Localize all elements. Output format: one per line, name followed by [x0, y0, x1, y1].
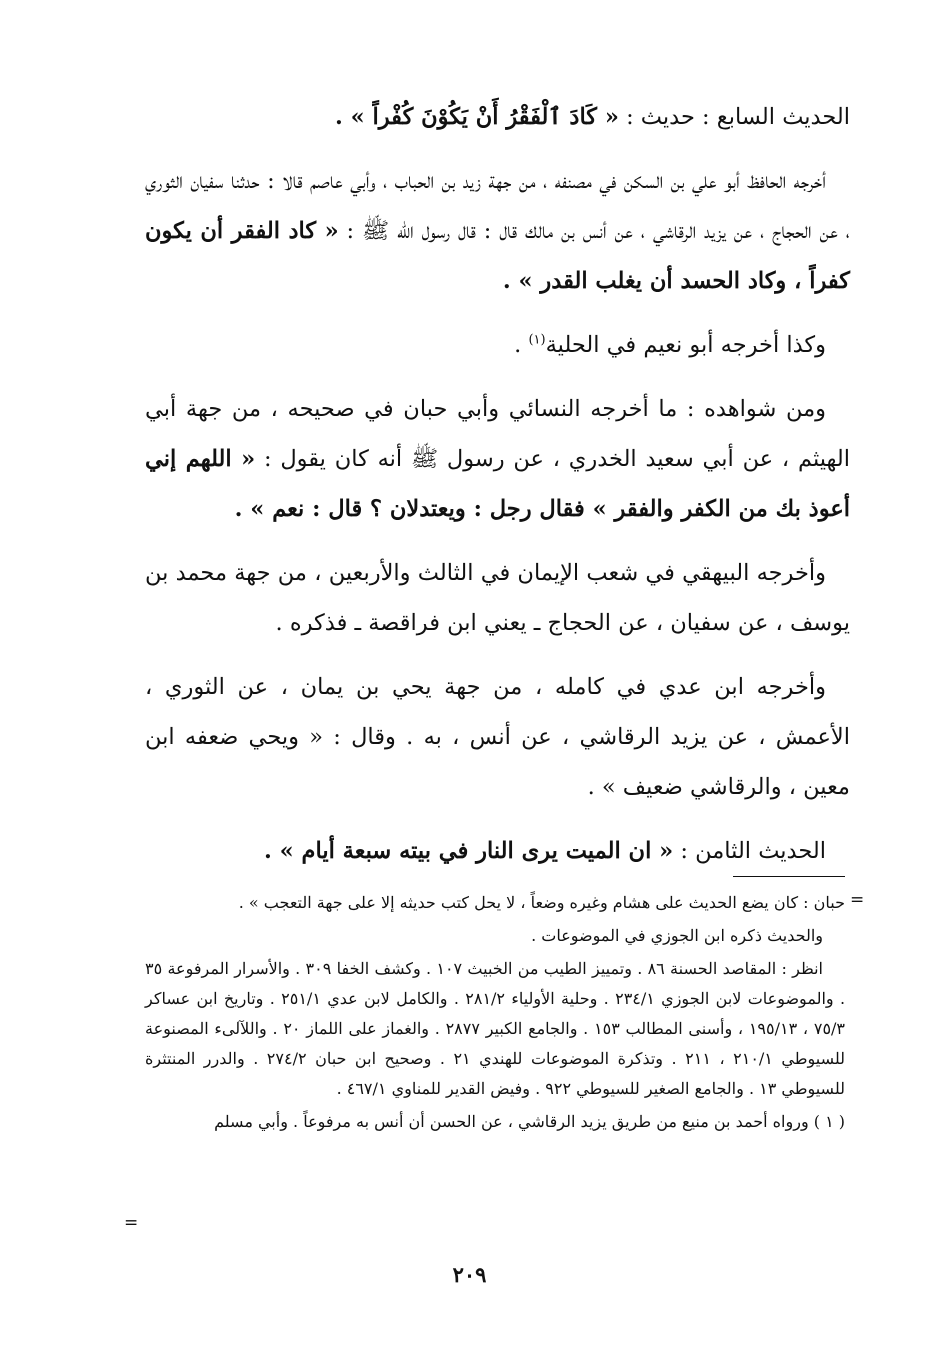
continuation-marker: =	[850, 890, 865, 910]
page-number: ٢٠٩	[452, 1262, 487, 1287]
paragraph-text: ومن شواهده : ما أخرجه النسائي وأبي حبان في صحيحه ، من جهة أبي الهيثم ، عن أبي سعيد الخدري ، عن رسول ﷺ أنه كان يقول :	[145, 396, 851, 472]
continuation-marker: =	[124, 1213, 139, 1233]
hadith-text: « اللهم إني أعوذ بك من الكفر والفقر » فقال رجل : ويعتدلان ؟ قال : نعم » .	[145, 446, 850, 522]
hadith-eight-heading	[145, 826, 850, 876]
footnote-line: انظر : المقاصد الحسنة ٨٦ . وتمييز الطيب من الخبيث ١٠٧ . وكشف الخفا ٣٠٩ . والأسرار المرفوعة ٣٥ . والموضوعات لابن الجوزي ٢٣٤/١ . وحلية الأولياء ٢٨١/٢ . والكامل لابن عدي ٢٥١/١ . وتاريخ ابن عساكر ٧٥/٣ ، ١٩٥/١٣ ، وأسنى المطالب ١٥٣ . والجامع الكبير ٢٨٧٧ . والغماز على اللماز ٢٠ . واللآلىء المصنوعة للسيوطي ٢١٠/١ ، ٢١١ . وتذكرة الموضوعات للهندي ٢١ . وصحيح ابن حبان ٢٧٤/٢ . والدرر المنتثرة للسيوطي ١٣ . والجامع الصغير للسيوطي ٩٢٢ . وفيض القدير للمناوي ٤٦٧/١ .	[145, 959, 846, 1098]
hadith-text: « كاد الفقر أن يكون كفراً ، وكاد الحسد أن يغلب القدر » .	[145, 218, 850, 294]
paragraph-text: وكذا أخرجه أبو نعيم في الحلية	[545, 332, 826, 358]
paragraph-text: وأخرجه ابن عدي في كامله ، من جهة يحي بن يمان ، عن الثوري ، الأعمش ، عن يزيد الرقاشي ، عن أنس ، به . وقال : « ويحي ضعفه ابن معين ، والرقاشي ضعيف » .	[145, 674, 850, 800]
hadith-text: « ان الميت يرى النار في بيته سبعة أيام » .	[263, 838, 674, 864]
paragraph-text: وأخرجه البيهقي في شعب الإيمان في الثالث والأربعين ، من جهة محمد بن يوسف ، عن سفيان ، عن الحجاج ـ يعني ابن فراقصة ـ فذكره .	[145, 560, 850, 636]
footnotes	[145, 888, 845, 1140]
footnote-separator	[733, 876, 845, 877]
footnote-line: والحديث ذكره ابن الجوزي في الموضوعات .	[531, 926, 823, 945]
paragraph	[145, 662, 850, 812]
heading-label: الحديث الثامن :	[673, 838, 826, 864]
hadith-text: « كَادَ ٱلْفَقْرُ أَنْ يَكُوْنَ كُفْراً » .	[334, 104, 619, 130]
heading-label: الحديث السابع : حديث :	[618, 104, 850, 130]
footnote-1: ( ١ ) ورواه أحمد بن منيع من طريق يزيد الرقاشي ، عن الحسن أن أنس به مرفوعاً . وأبي مسلم	[214, 1112, 845, 1131]
paragraph	[145, 384, 850, 534]
footnote-continuation: حبان : كان يضع الحديث على هشام وغيره وضعاً ، لا يحل كتب حديثه إلا على جهة التعجب » .	[238, 893, 845, 912]
main-text	[145, 92, 850, 890]
paragraph	[145, 548, 850, 648]
paragraph-text: أخرجه الحافظ أبو علي بن السكن في مصنفه ، من جهة زيد بن الحباب ، وأبي عاصم قالا : حدثنا سفيان الثوري ، عن الحجاج ، عن يزيد الرقاشي ، عن أنس بن مالك قال : قال رسول الله ﷺ :	[145, 168, 850, 244]
footnote-reference[interactable]: (١)	[528, 332, 546, 348]
paragraph	[145, 320, 850, 370]
paragraph	[145, 156, 850, 306]
hadith-seven-heading	[145, 92, 850, 142]
paragraph-text: .	[514, 332, 529, 358]
